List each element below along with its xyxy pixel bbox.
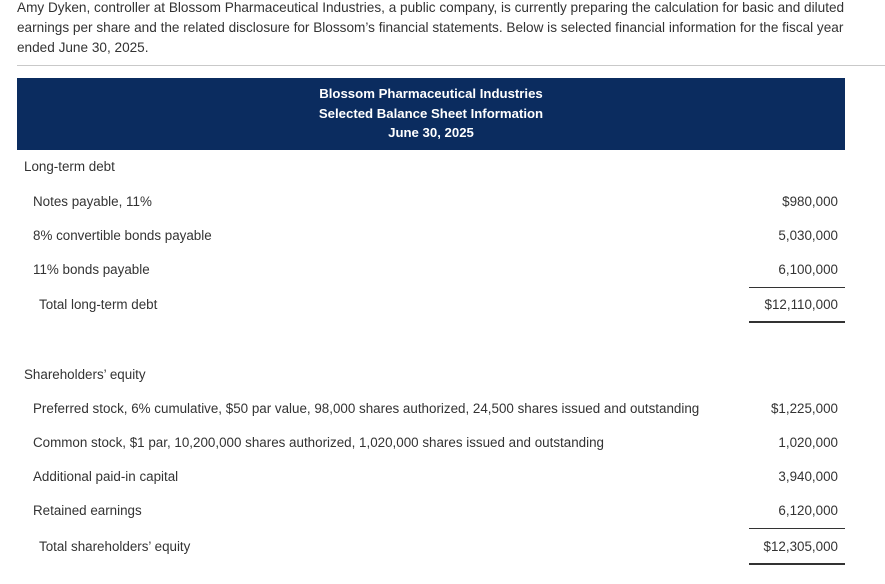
line-item-value: 1,020,000 <box>778 435 838 450</box>
line-item-label: Retained earnings <box>33 503 142 518</box>
line-item-label: Preferred stock, 6% cumulative, $50 par value, 98,000 shares authorized, 24,500 shares issued and outstanding <box>33 401 700 416</box>
subtotal-underline <box>749 287 845 288</box>
table-title: Selected Balance Sheet Information <box>318 105 544 121</box>
table-header <box>17 78 845 150</box>
line-item-label: 11% bonds payable <box>33 262 150 277</box>
line-item-value: 3,940,000 <box>778 469 838 484</box>
line-item-label: Notes payable, 11% <box>33 194 152 209</box>
section-heading-long-term-debt: Long-term debt <box>24 159 115 174</box>
line-item-label: Common stock, $1 par, 10,200,000 shares authorized, 1,020,000 shares issued and outstanding <box>33 435 604 450</box>
section-heading-equity: Shareholders’ equity <box>24 367 146 382</box>
company-name: Blossom Pharmaceutical Industries <box>319 86 543 101</box>
total-value: $12,305,000 <box>763 539 838 554</box>
line-item-value: $1,225,000 <box>770 401 838 416</box>
total-label: Total long-term debt <box>39 297 158 312</box>
line-item-value: 6,120,000 <box>778 503 838 518</box>
line-item-value: 5,030,000 <box>778 228 838 243</box>
line-item-value: $980,000 <box>782 194 838 209</box>
intro-paragraph: Amy Dyken, controller at Blossom Pharmaceutical Industries, a public company, is currently preparing the calculation for basic and diluted earnings per share and the related disclosure for Blossom’s financial statements. Below is selected financial information for the fiscal year ended June 30, 2025. <box>17 0 845 55</box>
total-underline <box>749 563 845 565</box>
line-item-label: Additional paid-in capital <box>33 469 179 484</box>
line-item-label: 8% convertible bonds payable <box>33 228 212 243</box>
subtotal-underline <box>749 528 845 529</box>
line-item-value: 6,100,000 <box>778 262 838 277</box>
total-label: Total shareholders’ equity <box>39 539 191 554</box>
total-value: $12,110,000 <box>764 297 838 312</box>
divider <box>17 65 885 66</box>
table-date: June 30, 2025 <box>388 125 474 140</box>
total-underline <box>749 321 845 323</box>
